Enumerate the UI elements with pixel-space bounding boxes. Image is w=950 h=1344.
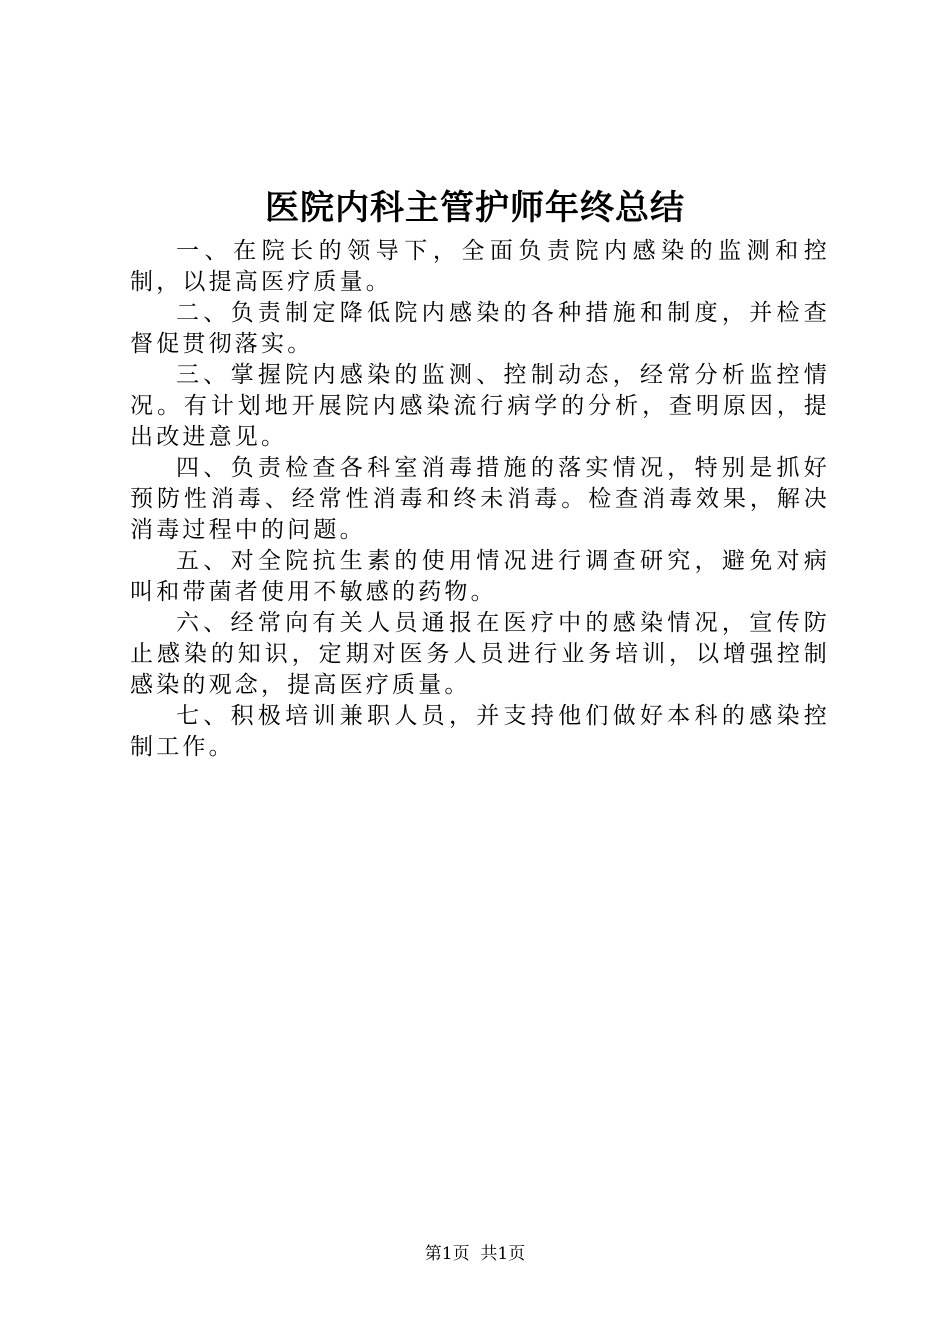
paragraph-2: 二、负责制定降低院内感染的各种措施和制度，并检查督促贯彻落实。 <box>130 300 830 357</box>
paragraph-6: 六、经常向有关人员通报在医疗中的感染情况，宣传防止感染的知识，定期对医务人员进行业务培训，以增强控制感染的观念，提高医疗质量。 <box>130 610 830 698</box>
page-footer <box>0 1243 950 1265</box>
document-title: 医院内科主管护师年终总结 <box>265 188 685 228</box>
paragraph-4: 四、负责检查各科室消毒措施的落实情况，特别是抓好预防性消毒、经常性消毒和终未消毒。检查消毒效果，解决消毒过程中的问题。 <box>130 455 830 543</box>
document-body <box>130 236 830 763</box>
paragraph-5: 五、对全院抗生素的使用情况进行调查研究，避免对病叫和带菌者使用不敏感的药物。 <box>130 548 830 605</box>
paragraph-3: 三、掌握院内感染的监测、控制动态，经常分析监控情况。有计划地开展院内感染流行病学的分析，查明原因，提出改进意见。 <box>130 362 830 450</box>
page-number: 第1页 <box>424 1244 470 1264</box>
page-total: 共1页 <box>480 1244 526 1264</box>
paragraph-7: 七、积极培训兼职人员，并支持他们做好本科的感染控制工作。 <box>130 703 830 760</box>
paragraph-1: 一、在院长的领导下，全面负责院内感染的监测和控制，以提高医疗质量。 <box>130 238 830 295</box>
